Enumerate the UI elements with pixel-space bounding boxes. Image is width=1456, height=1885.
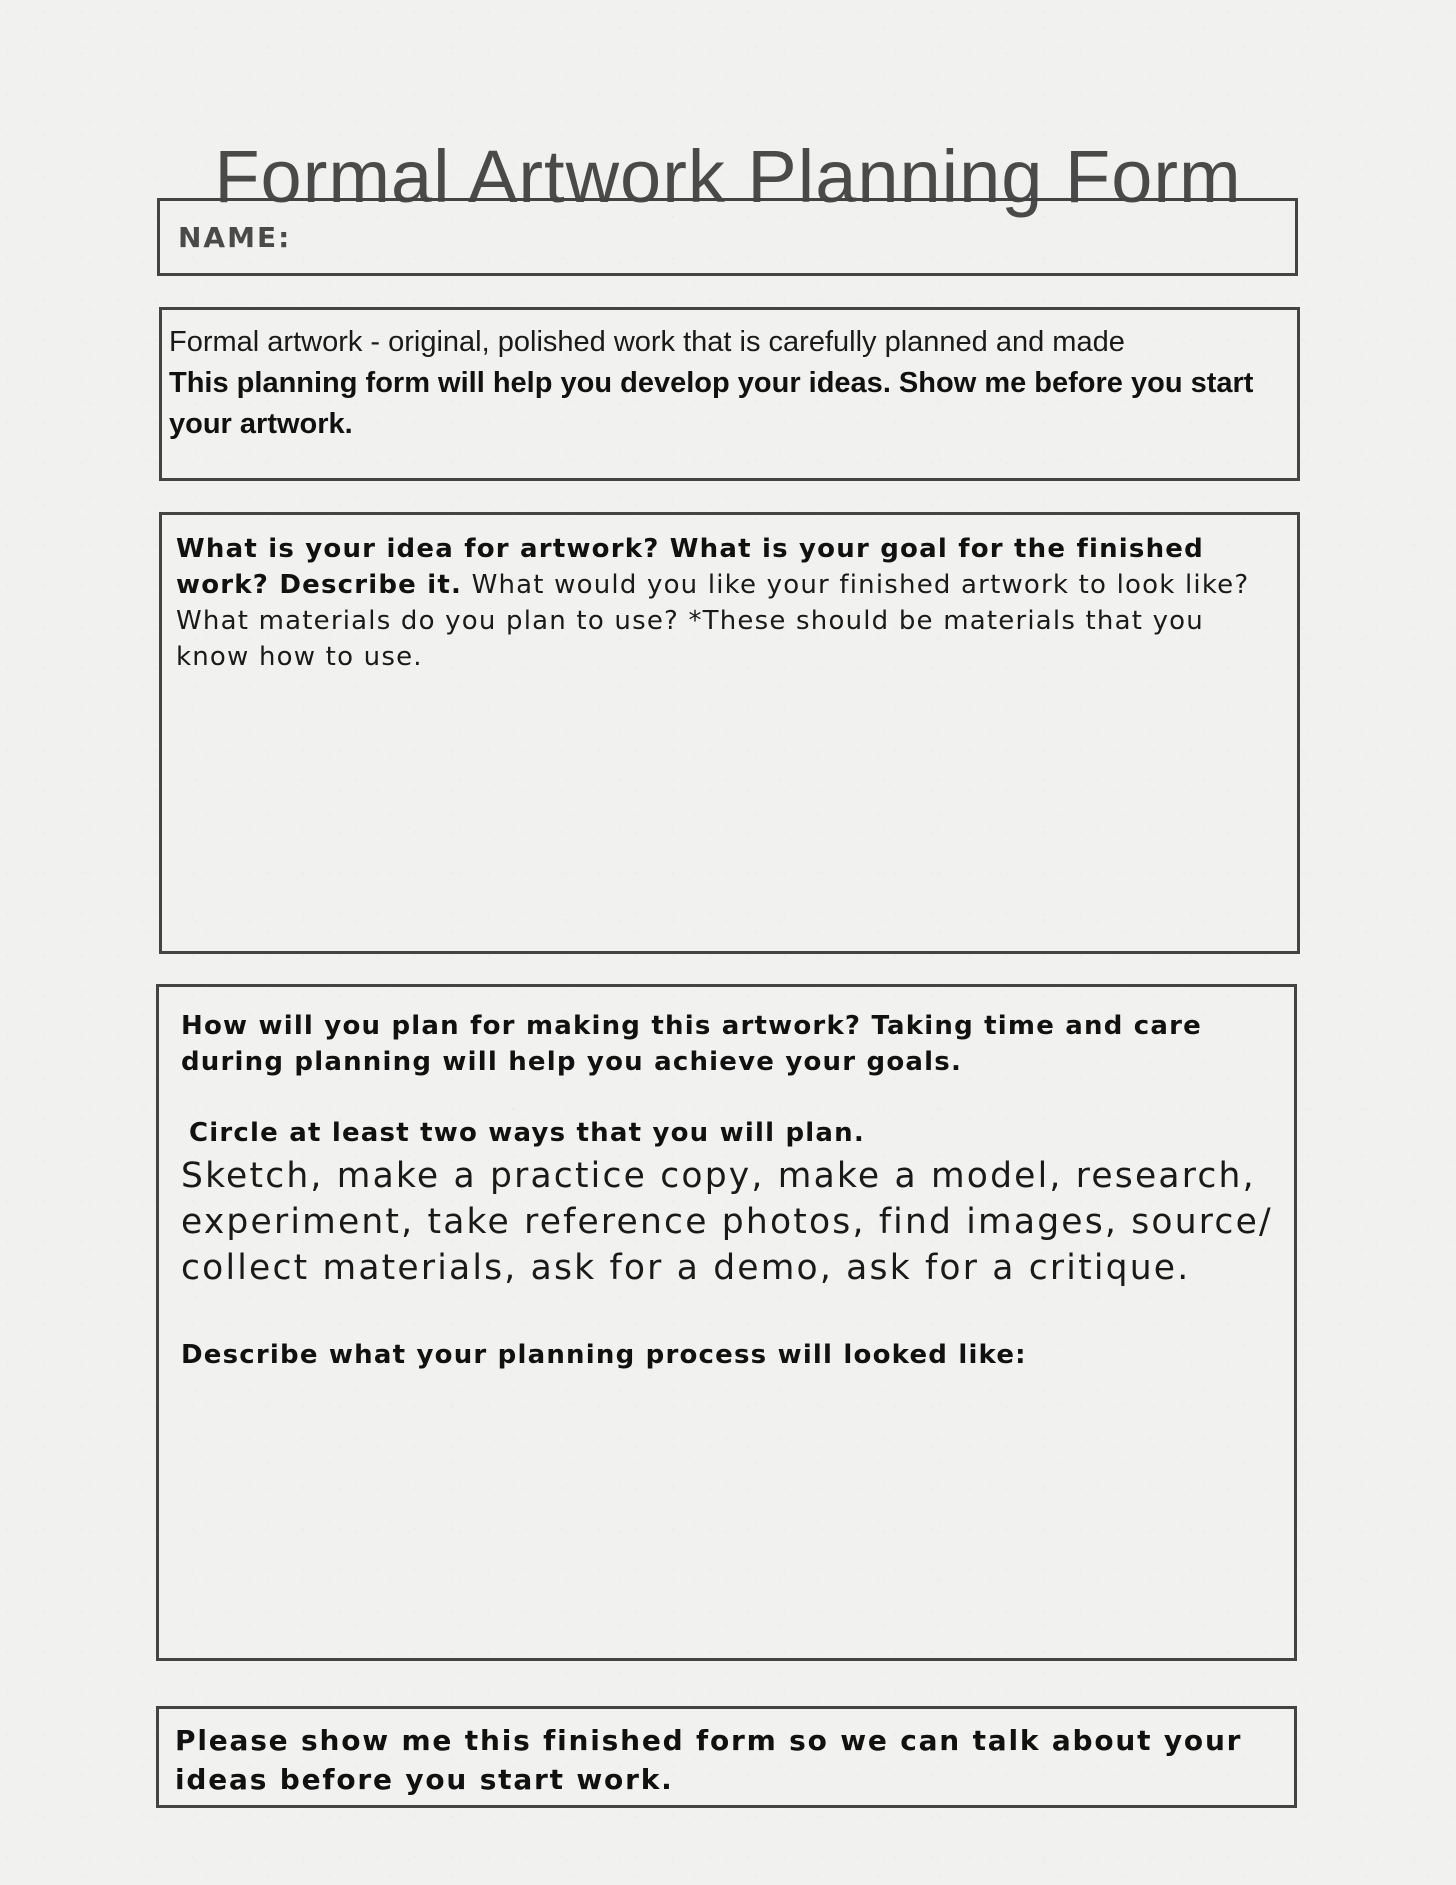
idea-text <box>176 531 1286 675</box>
intro-text <box>169 322 1294 445</box>
intro-instruction: This planning form will help you develop your ideas. Show me before you start your artwork. <box>169 367 1254 440</box>
intro-definition: Formal artwork - original, polished work that is carefully planned and made <box>169 326 1125 358</box>
idea-answer-box[interactable] <box>159 512 1300 954</box>
name-label: NAME: <box>178 221 292 254</box>
planning-answer-box[interactable] <box>156 984 1297 1661</box>
footer-box <box>156 1706 1297 1808</box>
intro-box <box>159 307 1300 481</box>
footer-text: Please show me this finished form so we can talk about your ideas before you start work. <box>175 1724 1243 1796</box>
planning-question: How will you plan for making this artwork? Taking time and care during planning will help you achieve your goals. <box>181 1011 1203 1077</box>
page-title: Formal Artwork Planning Form <box>214 134 1242 218</box>
idea-question: What is your idea for artwork? What is your goal for the finished work? Describe it. <box>176 534 1204 600</box>
planning-options: Sketch, make a practice copy, make a model, research, experiment, take reference photos, find images, source/ collect materials, ask for a demo, ask for a critique. <box>181 1156 1273 1288</box>
circle-instruction: Circle at least two ways that you will plan. <box>189 1118 865 1148</box>
name-field[interactable] <box>157 198 1298 276</box>
planning-describe-prompt: Describe what your planning process will looked like: <box>181 1340 1027 1370</box>
idea-prompt: What would you like your finished artwork to look like? What materials do you plan to use? *These should be materials that you know how to use. <box>176 570 1250 672</box>
